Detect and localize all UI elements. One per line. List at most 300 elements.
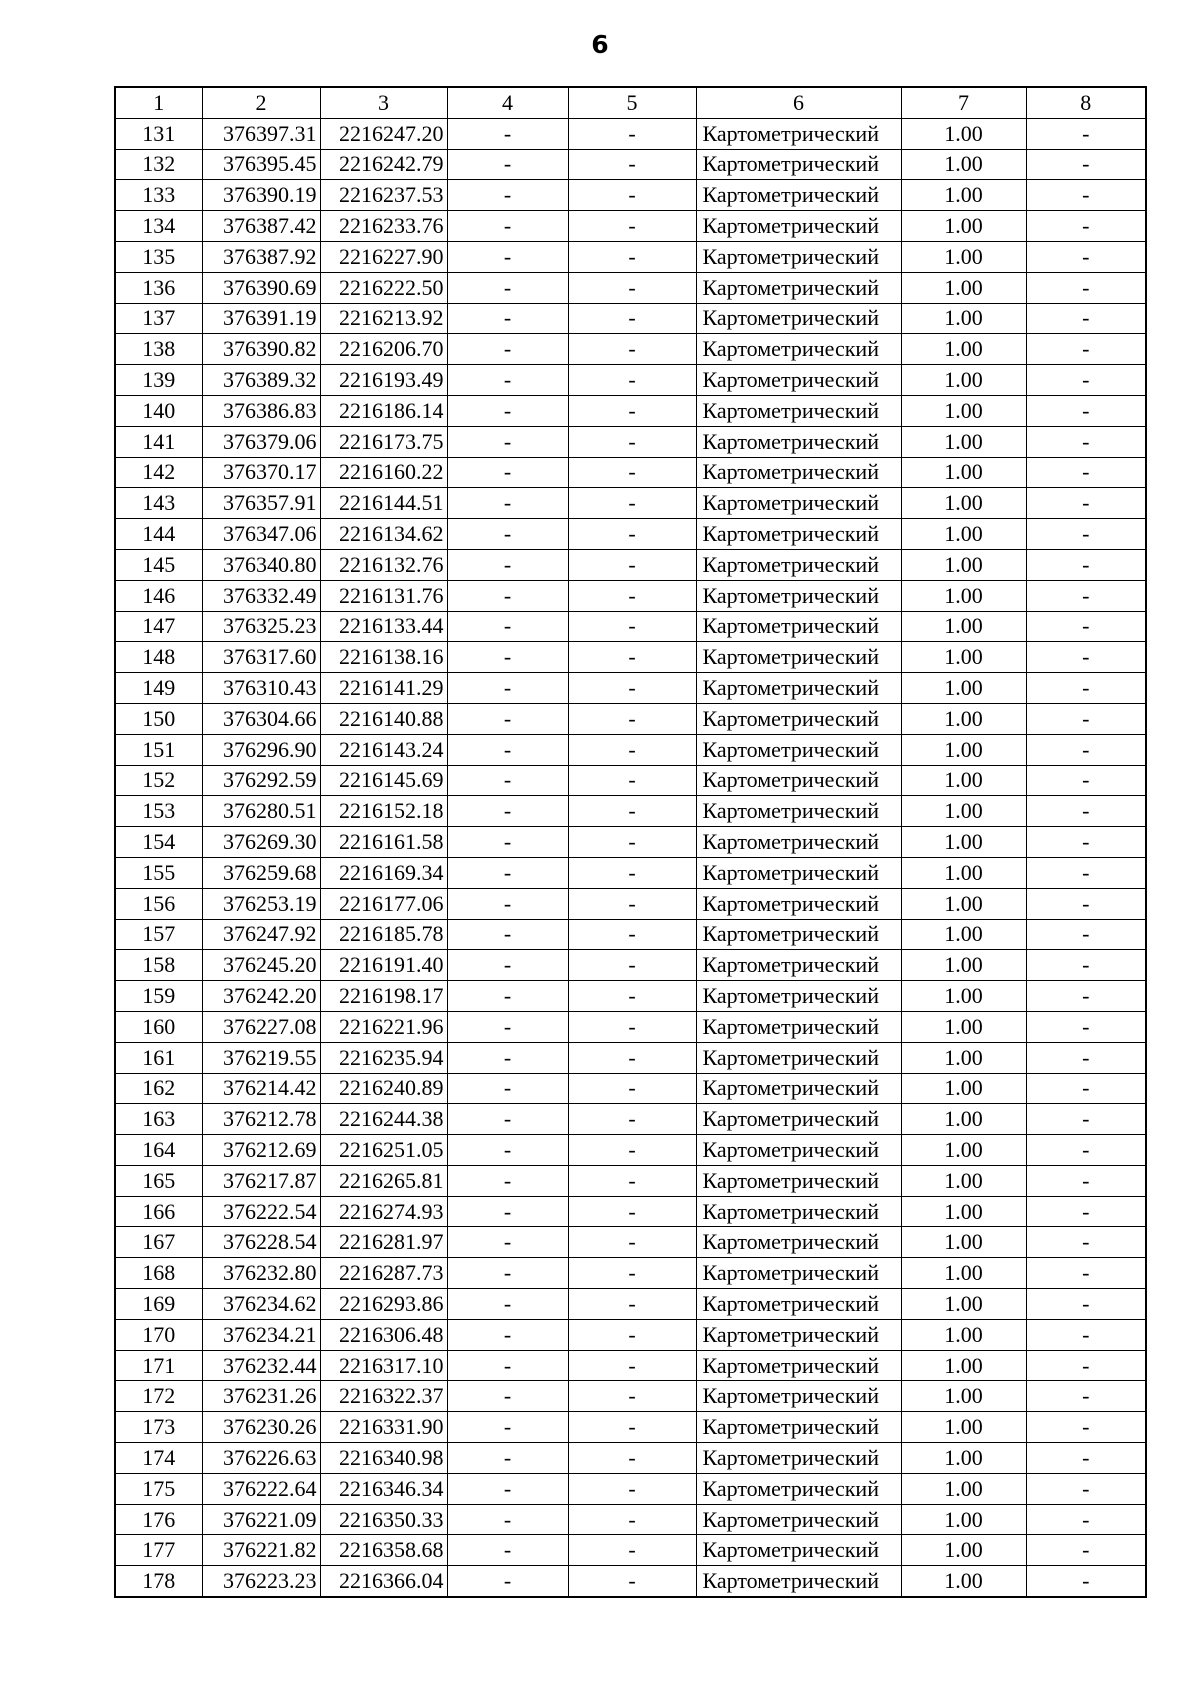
column-5-cell: -	[568, 1135, 696, 1166]
column-5-cell: -	[568, 1566, 696, 1597]
accuracy-cell: 1.00	[901, 1104, 1026, 1135]
point-number-cell: 163	[115, 1104, 202, 1135]
table-row	[115, 673, 1146, 704]
accuracy-cell: 1.00	[901, 888, 1026, 919]
column-5-cell: -	[568, 149, 696, 180]
point-number-cell: 132	[115, 149, 202, 180]
column-5-cell: -	[568, 549, 696, 580]
y-coordinate-cell: 2216340.98	[320, 1443, 447, 1474]
column-4-cell: -	[447, 611, 568, 642]
column-5-cell: -	[568, 365, 696, 396]
y-coordinate-cell: 2216242.79	[320, 149, 447, 180]
y-coordinate-cell: 2216358.68	[320, 1535, 447, 1566]
column-header-2: 2	[202, 87, 320, 118]
accuracy-cell: 1.00	[901, 272, 1026, 303]
column-4-cell: -	[447, 981, 568, 1012]
table-row	[115, 1196, 1146, 1227]
table-row	[115, 488, 1146, 519]
point-number-cell: 160	[115, 1011, 202, 1042]
column-5-cell: -	[568, 857, 696, 888]
accuracy-cell: 1.00	[901, 241, 1026, 272]
column-8-cell: -	[1026, 611, 1146, 642]
y-coordinate-cell: 2216185.78	[320, 919, 447, 950]
method-cell: Картометрический	[696, 1381, 901, 1412]
y-coordinate-cell: 2216160.22	[320, 457, 447, 488]
column-4-cell: -	[447, 1381, 568, 1412]
accuracy-cell: 1.00	[901, 580, 1026, 611]
point-number-cell: 177	[115, 1535, 202, 1566]
point-number-cell: 142	[115, 457, 202, 488]
accuracy-cell: 1.00	[901, 519, 1026, 550]
accuracy-cell: 1.00	[901, 118, 1026, 149]
x-coordinate-cell: 376387.42	[202, 211, 320, 242]
column-8-cell: -	[1026, 765, 1146, 796]
accuracy-cell: 1.00	[901, 611, 1026, 642]
table-row	[115, 1566, 1146, 1597]
point-number-cell: 131	[115, 118, 202, 149]
point-number-cell: 152	[115, 765, 202, 796]
point-number-cell: 148	[115, 642, 202, 673]
column-5-cell: -	[568, 796, 696, 827]
column-8-cell: -	[1026, 919, 1146, 950]
column-5-cell: -	[568, 118, 696, 149]
point-number-cell: 167	[115, 1227, 202, 1258]
column-4-cell: -	[447, 1504, 568, 1535]
x-coordinate-cell: 376395.45	[202, 149, 320, 180]
table-row	[115, 395, 1146, 426]
y-coordinate-cell: 2216138.16	[320, 642, 447, 673]
column-4-cell: -	[447, 580, 568, 611]
x-coordinate-cell: 376317.60	[202, 642, 320, 673]
accuracy-cell: 1.00	[901, 426, 1026, 457]
accuracy-cell: 1.00	[901, 303, 1026, 334]
column-5-cell: -	[568, 1443, 696, 1474]
point-number-cell: 154	[115, 827, 202, 858]
y-coordinate-cell: 2216331.90	[320, 1412, 447, 1443]
method-cell: Картометрический	[696, 703, 901, 734]
column-8-cell: -	[1026, 457, 1146, 488]
column-8-cell: -	[1026, 395, 1146, 426]
column-8-cell: -	[1026, 1350, 1146, 1381]
point-number-cell: 135	[115, 241, 202, 272]
y-coordinate-cell: 2216233.76	[320, 211, 447, 242]
accuracy-cell: 1.00	[901, 857, 1026, 888]
method-cell: Картометрический	[696, 488, 901, 519]
column-8-cell: -	[1026, 303, 1146, 334]
column-8-cell: -	[1026, 1319, 1146, 1350]
column-5-cell: -	[568, 1011, 696, 1042]
column-4-cell: -	[447, 642, 568, 673]
page-number: 6	[591, 30, 609, 59]
x-coordinate-cell: 376221.09	[202, 1504, 320, 1535]
y-coordinate-cell: 2216140.88	[320, 703, 447, 734]
method-cell: Картометрический	[696, 1227, 901, 1258]
accuracy-cell: 1.00	[901, 1289, 1026, 1320]
column-5-cell: -	[568, 519, 696, 550]
column-5-cell: -	[568, 1473, 696, 1504]
point-number-cell: 178	[115, 1566, 202, 1597]
column-4-cell: -	[447, 765, 568, 796]
column-5-cell: -	[568, 919, 696, 950]
y-coordinate-cell: 2216191.40	[320, 950, 447, 981]
column-8-cell: -	[1026, 272, 1146, 303]
method-cell: Картометрический	[696, 1011, 901, 1042]
method-cell: Картометрический	[696, 1258, 901, 1289]
column-8-cell: -	[1026, 1443, 1146, 1474]
table-row	[115, 303, 1146, 334]
table-row	[115, 642, 1146, 673]
column-4-cell: -	[447, 488, 568, 519]
column-5-cell: -	[568, 426, 696, 457]
column-8-cell: -	[1026, 1504, 1146, 1535]
table-row	[115, 334, 1146, 365]
accuracy-cell: 1.00	[901, 1412, 1026, 1443]
accuracy-cell: 1.00	[901, 1566, 1026, 1597]
table-row	[115, 457, 1146, 488]
column-8-cell: -	[1026, 642, 1146, 673]
column-4-cell: -	[447, 1289, 568, 1320]
x-coordinate-cell: 376234.62	[202, 1289, 320, 1320]
accuracy-cell: 1.00	[901, 395, 1026, 426]
column-5-cell: -	[568, 888, 696, 919]
x-coordinate-cell: 376227.08	[202, 1011, 320, 1042]
point-number-cell: 159	[115, 981, 202, 1012]
accuracy-cell: 1.00	[901, 1319, 1026, 1350]
table-row	[115, 1412, 1146, 1443]
y-coordinate-cell: 2216143.24	[320, 734, 447, 765]
column-8-cell: -	[1026, 488, 1146, 519]
accuracy-cell: 1.00	[901, 365, 1026, 396]
accuracy-cell: 1.00	[901, 981, 1026, 1012]
method-cell: Картометрический	[696, 211, 901, 242]
y-coordinate-cell: 2216247.20	[320, 118, 447, 149]
column-5-cell: -	[568, 395, 696, 426]
table-row	[115, 796, 1146, 827]
method-cell: Картометрический	[696, 272, 901, 303]
column-8-cell: -	[1026, 211, 1146, 242]
y-coordinate-cell: 2216193.49	[320, 365, 447, 396]
column-8-cell: -	[1026, 673, 1146, 704]
method-cell: Картометрический	[696, 180, 901, 211]
column-8-cell: -	[1026, 365, 1146, 396]
table-row	[115, 1504, 1146, 1535]
column-4-cell: -	[447, 1196, 568, 1227]
method-cell: Картометрический	[696, 642, 901, 673]
y-coordinate-cell: 2216132.76	[320, 549, 447, 580]
table-row	[115, 919, 1146, 950]
point-number-cell: 156	[115, 888, 202, 919]
table-row	[115, 1473, 1146, 1504]
method-cell: Картометрический	[696, 1566, 901, 1597]
accuracy-cell: 1.00	[901, 703, 1026, 734]
x-coordinate-cell: 376296.90	[202, 734, 320, 765]
method-cell: Картометрический	[696, 457, 901, 488]
accuracy-cell: 1.00	[901, 765, 1026, 796]
method-cell: Картометрический	[696, 1319, 901, 1350]
point-number-cell: 141	[115, 426, 202, 457]
table-body	[115, 118, 1146, 1597]
method-cell: Картометрический	[696, 734, 901, 765]
table-row	[115, 1104, 1146, 1135]
accuracy-cell: 1.00	[901, 1135, 1026, 1166]
column-4-cell: -	[447, 919, 568, 950]
method-cell: Картометрический	[696, 241, 901, 272]
column-8-cell: -	[1026, 334, 1146, 365]
point-number-cell: 138	[115, 334, 202, 365]
accuracy-cell: 1.00	[901, 673, 1026, 704]
accuracy-cell: 1.00	[901, 334, 1026, 365]
point-number-cell: 158	[115, 950, 202, 981]
x-coordinate-cell: 376387.92	[202, 241, 320, 272]
column-8-cell: -	[1026, 1042, 1146, 1073]
method-cell: Картометрический	[696, 426, 901, 457]
x-coordinate-cell: 376390.82	[202, 334, 320, 365]
column-8-cell: -	[1026, 1227, 1146, 1258]
column-4-cell: -	[447, 1535, 568, 1566]
table-row	[115, 950, 1146, 981]
column-8-cell: -	[1026, 1258, 1146, 1289]
table-row	[115, 1165, 1146, 1196]
x-coordinate-cell: 376347.06	[202, 519, 320, 550]
column-4-cell: -	[447, 1566, 568, 1597]
y-coordinate-cell: 2216177.06	[320, 888, 447, 919]
point-number-cell: 153	[115, 796, 202, 827]
column-5-cell: -	[568, 1504, 696, 1535]
table-row	[115, 1011, 1146, 1042]
table-row	[115, 1381, 1146, 1412]
x-coordinate-cell: 376310.43	[202, 673, 320, 704]
accuracy-cell: 1.00	[901, 1381, 1026, 1412]
point-number-cell: 157	[115, 919, 202, 950]
column-5-cell: -	[568, 1289, 696, 1320]
column-4-cell: -	[447, 180, 568, 211]
column-8-cell: -	[1026, 1011, 1146, 1042]
x-coordinate-cell: 376379.06	[202, 426, 320, 457]
column-4-cell: -	[447, 1073, 568, 1104]
method-cell: Картометрический	[696, 1165, 901, 1196]
column-8-cell: -	[1026, 1196, 1146, 1227]
column-5-cell: -	[568, 211, 696, 242]
x-coordinate-cell: 376228.54	[202, 1227, 320, 1258]
method-cell: Картометрический	[696, 1104, 901, 1135]
table-row	[115, 241, 1146, 272]
column-5-cell: -	[568, 1319, 696, 1350]
point-number-cell: 164	[115, 1135, 202, 1166]
table-row	[115, 149, 1146, 180]
y-coordinate-cell: 2216152.18	[320, 796, 447, 827]
y-coordinate-cell: 2216287.73	[320, 1258, 447, 1289]
x-coordinate-cell: 376230.26	[202, 1412, 320, 1443]
column-4-cell: -	[447, 241, 568, 272]
method-cell: Картометрический	[696, 1196, 901, 1227]
x-coordinate-cell: 376280.51	[202, 796, 320, 827]
table-row	[115, 1073, 1146, 1104]
coordinates-table	[114, 86, 1147, 1598]
point-number-cell: 134	[115, 211, 202, 242]
column-header-4: 4	[447, 87, 568, 118]
column-5-cell: -	[568, 1258, 696, 1289]
column-4-cell: -	[447, 272, 568, 303]
column-8-cell: -	[1026, 1104, 1146, 1135]
y-coordinate-cell: 2216213.92	[320, 303, 447, 334]
column-8-cell: -	[1026, 1073, 1146, 1104]
column-4-cell: -	[447, 457, 568, 488]
x-coordinate-cell: 376214.42	[202, 1073, 320, 1104]
accuracy-cell: 1.00	[901, 1073, 1026, 1104]
column-8-cell: -	[1026, 981, 1146, 1012]
x-coordinate-cell: 376242.20	[202, 981, 320, 1012]
column-4-cell: -	[447, 1319, 568, 1350]
column-5-cell: -	[568, 241, 696, 272]
column-8-cell: -	[1026, 888, 1146, 919]
y-coordinate-cell: 2216281.97	[320, 1227, 447, 1258]
method-cell: Картометрический	[696, 827, 901, 858]
table-row	[115, 1319, 1146, 1350]
column-4-cell: -	[447, 334, 568, 365]
column-5-cell: -	[568, 1073, 696, 1104]
column-5-cell: -	[568, 457, 696, 488]
method-cell: Картометрический	[696, 1504, 901, 1535]
accuracy-cell: 1.00	[901, 1473, 1026, 1504]
table-row	[115, 580, 1146, 611]
column-8-cell: -	[1026, 549, 1146, 580]
point-number-cell: 143	[115, 488, 202, 519]
column-8-cell: -	[1026, 703, 1146, 734]
y-coordinate-cell: 2216186.14	[320, 395, 447, 426]
point-number-cell: 161	[115, 1042, 202, 1073]
column-4-cell: -	[447, 1135, 568, 1166]
column-5-cell: -	[568, 580, 696, 611]
y-coordinate-cell: 2216227.90	[320, 241, 447, 272]
column-8-cell: -	[1026, 950, 1146, 981]
accuracy-cell: 1.00	[901, 1350, 1026, 1381]
column-5-cell: -	[568, 827, 696, 858]
y-coordinate-cell: 2216293.86	[320, 1289, 447, 1320]
method-cell: Картометрический	[696, 1473, 901, 1504]
accuracy-cell: 1.00	[901, 1011, 1026, 1042]
column-8-cell: -	[1026, 1165, 1146, 1196]
method-cell: Картометрический	[696, 950, 901, 981]
method-cell: Картометрический	[696, 118, 901, 149]
point-number-cell: 139	[115, 365, 202, 396]
y-coordinate-cell: 2216251.05	[320, 1135, 447, 1166]
column-5-cell: -	[568, 488, 696, 519]
method-cell: Картометрический	[696, 981, 901, 1012]
x-coordinate-cell: 376231.26	[202, 1381, 320, 1412]
column-8-cell: -	[1026, 149, 1146, 180]
method-cell: Картометрический	[696, 765, 901, 796]
column-4-cell: -	[447, 1104, 568, 1135]
accuracy-cell: 1.00	[901, 211, 1026, 242]
column-5-cell: -	[568, 1165, 696, 1196]
table-row	[115, 1535, 1146, 1566]
method-cell: Картометрический	[696, 549, 901, 580]
column-5-cell: -	[568, 303, 696, 334]
y-coordinate-cell: 2216244.38	[320, 1104, 447, 1135]
column-5-cell: -	[568, 1042, 696, 1073]
point-number-cell: 140	[115, 395, 202, 426]
column-header-7: 7	[901, 87, 1026, 118]
y-coordinate-cell: 2216221.96	[320, 1011, 447, 1042]
accuracy-cell: 1.00	[901, 1042, 1026, 1073]
point-number-cell: 175	[115, 1473, 202, 1504]
column-8-cell: -	[1026, 857, 1146, 888]
method-cell: Картометрический	[696, 857, 901, 888]
column-5-cell: -	[568, 180, 696, 211]
accuracy-cell: 1.00	[901, 796, 1026, 827]
accuracy-cell: 1.00	[901, 1165, 1026, 1196]
table-row	[115, 426, 1146, 457]
table-row	[115, 888, 1146, 919]
point-number-cell: 150	[115, 703, 202, 734]
point-number-cell: 176	[115, 1504, 202, 1535]
x-coordinate-cell: 376332.49	[202, 580, 320, 611]
x-coordinate-cell: 376357.91	[202, 488, 320, 519]
column-5-cell: -	[568, 272, 696, 303]
accuracy-cell: 1.00	[901, 827, 1026, 858]
y-coordinate-cell: 2216133.44	[320, 611, 447, 642]
table-row	[115, 611, 1146, 642]
column-8-cell: -	[1026, 1412, 1146, 1443]
accuracy-cell: 1.00	[901, 180, 1026, 211]
column-5-cell: -	[568, 703, 696, 734]
point-number-cell: 151	[115, 734, 202, 765]
y-coordinate-cell: 2216222.50	[320, 272, 447, 303]
column-8-cell: -	[1026, 1289, 1146, 1320]
y-coordinate-cell: 2216306.48	[320, 1319, 447, 1350]
x-coordinate-cell: 376292.59	[202, 765, 320, 796]
y-coordinate-cell: 2216346.34	[320, 1473, 447, 1504]
x-coordinate-cell: 376269.30	[202, 827, 320, 858]
column-8-cell: -	[1026, 519, 1146, 550]
y-coordinate-cell: 2216131.76	[320, 580, 447, 611]
table-row	[115, 1443, 1146, 1474]
method-cell: Картометрический	[696, 796, 901, 827]
table-row	[115, 827, 1146, 858]
method-cell: Картометрический	[696, 1412, 901, 1443]
x-coordinate-cell: 376234.21	[202, 1319, 320, 1350]
table-row	[115, 857, 1146, 888]
column-header-8: 8	[1026, 87, 1146, 118]
method-cell: Картометрический	[696, 303, 901, 334]
column-8-cell: -	[1026, 1566, 1146, 1597]
accuracy-cell: 1.00	[901, 919, 1026, 950]
point-number-cell: 173	[115, 1412, 202, 1443]
x-coordinate-cell: 376221.82	[202, 1535, 320, 1566]
y-coordinate-cell: 2216161.58	[320, 827, 447, 858]
column-4-cell: -	[447, 118, 568, 149]
column-5-cell: -	[568, 1350, 696, 1381]
point-number-cell: 149	[115, 673, 202, 704]
column-5-cell: -	[568, 611, 696, 642]
column-4-cell: -	[447, 1227, 568, 1258]
column-header-3: 3	[320, 87, 447, 118]
column-4-cell: -	[447, 1258, 568, 1289]
column-5-cell: -	[568, 334, 696, 365]
column-8-cell: -	[1026, 1473, 1146, 1504]
x-coordinate-cell: 376253.19	[202, 888, 320, 919]
method-cell: Картометрический	[696, 919, 901, 950]
column-5-cell: -	[568, 673, 696, 704]
method-cell: Картометрический	[696, 673, 901, 704]
y-coordinate-cell: 2216206.70	[320, 334, 447, 365]
column-5-cell: -	[568, 1381, 696, 1412]
column-4-cell: -	[447, 796, 568, 827]
point-number-cell: 136	[115, 272, 202, 303]
column-8-cell: -	[1026, 180, 1146, 211]
x-coordinate-cell: 376217.87	[202, 1165, 320, 1196]
table-row	[115, 734, 1146, 765]
